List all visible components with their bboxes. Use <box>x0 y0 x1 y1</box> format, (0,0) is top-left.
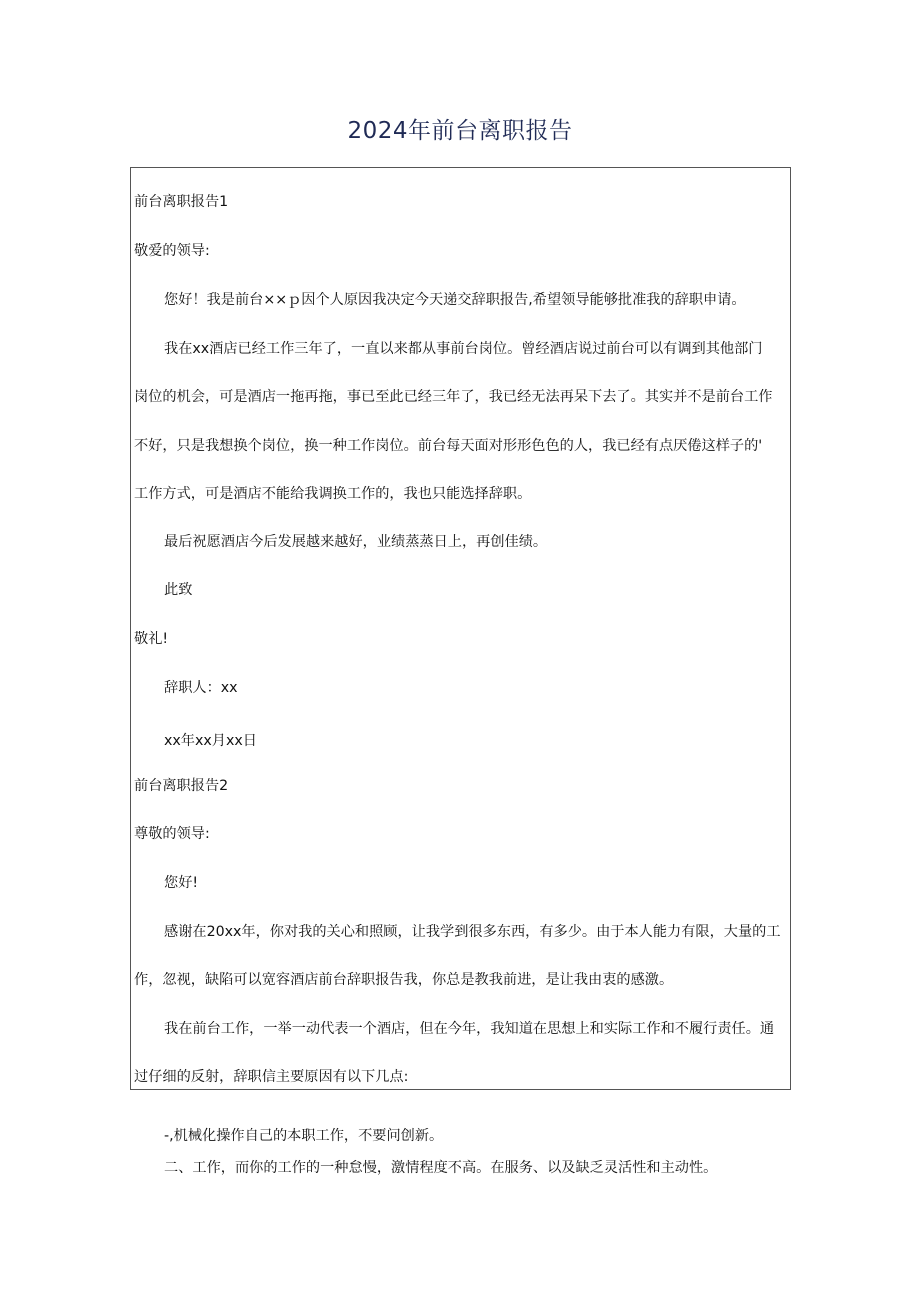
report1-signer: 辞职人：xx <box>164 680 238 696</box>
report1-wishes: 最后祝愿酒店今后发展越来越好，业绩蒸蒸日上，再创佳绩。 <box>164 534 548 550</box>
report2-point-1: -,机械化操作自己的本职工作，不要问创新。 <box>164 1128 444 1144</box>
report1-greeting-line: 您好！我是前台××ｐ因个人原因我决定今天递交辞职报告,希望领导能够批准我的辞职申请。 <box>164 292 746 308</box>
report1-heading: 前台离职报告1 <box>134 194 229 210</box>
report1-closing-2: 敬礼! <box>134 631 169 647</box>
report2-body-line-1: 感谢在20xx年，你对我的关心和照顾，让我学到很多东西，有多少。由于本人能力有限，大量的工 <box>164 924 781 940</box>
report1-salutation: 敬爱的领导: <box>134 243 210 259</box>
report2-body-line-4: 过仔细的反射，辞职信主要原因有以下几点: <box>134 1069 409 1085</box>
report2-greeting: 您好! <box>164 875 199 891</box>
report1-body-line-2: 岗位的机会，可是酒店一拖再拖，事已至此已经三年了，我已经无法再呆下去了。其实并不是前台工作 <box>134 389 773 405</box>
document-title: 2024年前台离职报告 <box>347 118 573 144</box>
report1-body-line-3: 不好，只是我想换个岗位，换一种工作岗位。前台每天面对形形色色的人，我已经有点厌倦这样子的' <box>134 438 763 454</box>
report1-closing-1: 此致 <box>164 582 193 598</box>
report2-body-line-3: 我在前台工作，一举一动代表一个酒店，但在今年，我知道在思想上和实际工作和不履行责任。通 <box>164 1021 775 1037</box>
report2-heading: 前台离职报告2 <box>134 778 229 794</box>
report2-body-line-2: 作，忽视，缺陷可以宽容酒店前台辞职报告我，你总是教我前进，是让我由衷的感激。 <box>134 972 674 988</box>
report1-body-line-1: 我在xx酒店已经工作三年了，一直以来都从事前台岗位。曾经酒店说过前台可以有调到其他部门 <box>164 341 763 357</box>
report2-point-2: 二、工作，而你的工作的一种怠慢，激情程度不高。在服务、以及缺乏灵活性和主动性。 <box>164 1160 718 1176</box>
report1-body-line-4: 工作方式，可是酒店不能给我调换工作的，我也只能选择辞职。 <box>134 486 532 502</box>
report2-salutation: 尊敬的领导: <box>134 826 210 842</box>
report1-date: xx年xx月xx日 <box>164 733 257 749</box>
